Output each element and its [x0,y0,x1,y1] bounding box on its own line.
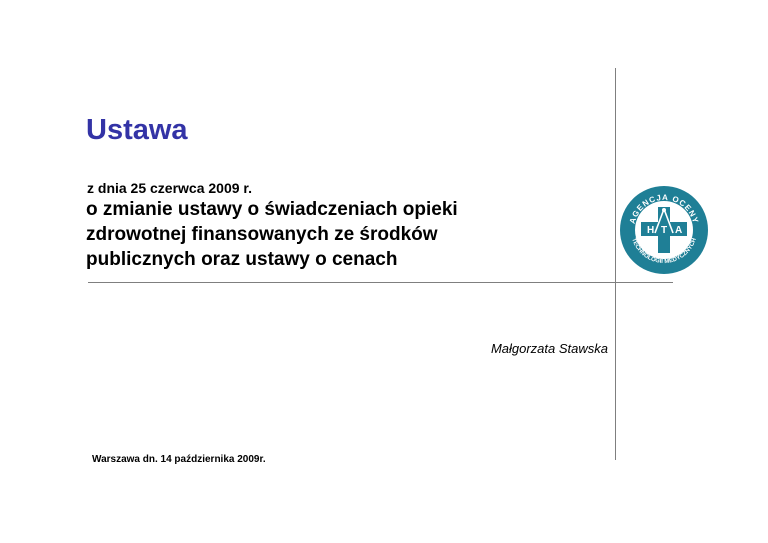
horizontal-rule [88,282,673,283]
act-subject-line: publicznych oraz ustawy o cenach [86,249,398,270]
logo-top-text: AGENCJA OCENY [627,192,701,225]
vertical-rule [615,68,616,460]
act-subject [86,197,586,272]
logo-letter: H [647,225,655,236]
logo-letter: T [661,225,668,236]
logo-bottom-text: TECHNOLOGII MEDYCZNYCH [630,237,698,266]
slide-title: Ustawa [86,114,188,146]
agency-logo [619,185,709,275]
author-name: Małgorzata Stawska [490,341,608,356]
act-subject-line: o zmianie ustawy o świadczeniach opieki [86,199,458,220]
footer-date: Warszawa dn. 14 października 2009r. [92,454,266,465]
act-subject-line: zdrowotnej finansowanych ze środków [86,224,438,245]
logo-letter: A [675,225,683,236]
act-date: z dnia 25 czerwca 2009 r. [87,180,252,196]
